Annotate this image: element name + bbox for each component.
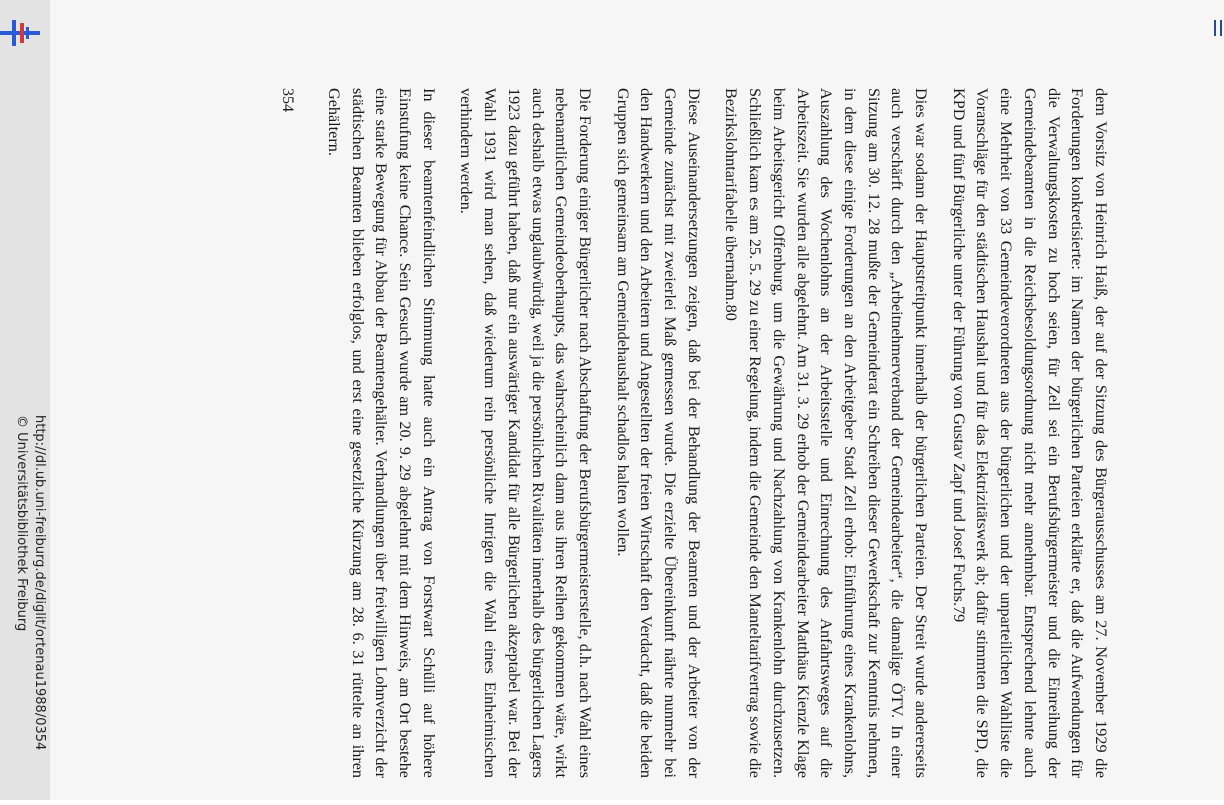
page-edge-mark bbox=[1214, 20, 1222, 36]
source-citation bbox=[12, 415, 48, 805]
library-logo-icon bbox=[0, 18, 40, 48]
page-number: 354 bbox=[279, 88, 297, 112]
source-url[interactable]: http://dl.ub.uni-freiburg.de/diglit/ortenau1988/0354 bbox=[32, 415, 47, 751]
paragraph-1: dem Vorsitz von Heinrich Haiß, der auf der Sitzung des Bürgerausschusses am 27. November 1929 die Forderungen konkretisierte: im Namen der bürgerlichen Parteien erklärte er, daß die Aufwendungen für die Verwaltungskosten zu hoch seien, für Zell sei ein Berufsbürgermeister und die Einreihung der Gemeindebeamten in die Reichsbesoldungsordnung nicht mehr annehmbar. Entsprechend lehnte auch eine Mehrheit von 33 Gemeindeverordneten aus der bürgerlichen und der unparteilichen Wahlliste die Voranschläge für den städtischen Haushalt und für das Elektrizitätswerk ab; dafür stimmten die SPD, die KPD und fünf Bürgerliche unter der Führung von Gustav Zapf und Josef Fuchs.79 bbox=[949, 88, 1110, 778]
viewer-sidebar bbox=[0, 0, 50, 800]
page-text-block bbox=[276, 88, 1113, 778]
paragraph-3: Diese Auseinandersetzungen zeigen, daß bei der Behandlung der Beamten und der Arbeiter von der Gemeinde zunächst mit zweierlei Maß gemessen wurde. Die erzielte Übereinkunft nährte nunmehr bei den Handwerkern und den Arbeitern und Angestellten der freien Wirtschaft den Verdacht, daß die beiden Gruppen sich gemeinsam am Gemeindehaushalt schadlos halten wollen. bbox=[613, 88, 703, 778]
copyright-notice: © Universitätsbibliothek Freiburg bbox=[14, 415, 29, 632]
paragraph-5: In dieser beamtenfeindlichen Stimmung hatte auch ein Antrag von Forstwart Schülli auf höhere Einstufung keine Chance. Sein Gesuch wurde am 20. 9. 29 abgelehnt mit dem Hinweis, am Ort bestehe eine starke Bewegung für Abbau der Beamtengehälter. Verhandlungen über freiwilligen Lohnverzicht der städtischen Beamten blieben erfolglos, und erst eine gesetzliche Kürzung am 28. 6. 31 rüttelte an ihren Gehältern. bbox=[324, 88, 438, 778]
paragraph-4: Die Forderung einiger Bürgerlicher nach Abschaffung der Berufsbürgermeisterstelle, d.h. nach Wahl eines nebenamtlichen Gemeindeoberhaupts, das wahrscheinlich dann aus ihren Reihen gekommen wäre, wirkt auch deshalb etwas unglaubwürdig, weil ja die persönlichen Rivalitäten innerhalb des bürgerlichen Lagers 1923 dazu geführt haben, daß nur ein auswärtiger Kandidat für alle Bürgerlichen akzeptabel war. Bei der Wahl 1931 wird man sehen, daß wiederum rein persönliche Intrigen die Wahl eines Einheimischen verhindern werden. bbox=[457, 88, 594, 778]
paragraph-2: Dies war sodann der Hauptstreitpunkt innerhalb der bürgerlichen Parteien. Der Streit wurde andererseits auch verschärft durch den „Arbeitnehmerverband der Gemeindearbeiter“, die damalige ÖTV. In einer Sitzung am 30. 12. 28 mußte der Gemeinderat ein Schreiben dieser Gewerkschaft zur Kenntnis nehmen, in dem diese einige Forderungen an den Arbeitgeber Stadt Zell erhob: Einführung eines Krankenlohns, Auszahlung des Wochenlohns an der Arbeitsstelle und Einrechnung des Anfahrtsweges auf die Arbeitszeit. Sie wurden alle abgelehnt. Am 31. 3. 29 erhob der Gemeindearbeiter Matthäus Kienzle Klage beim Arbeitsgericht Offenburg, um die Gewährung und Nachzahlung von Krankenlohn durchzusetzen. Schließlich kam es am 25. 5. 29 zu einer Regelung, indem die Gemeinde den Manteltarifvertrag sowie die Bezirkslohntarifabelle übernahm.80 bbox=[722, 88, 931, 778]
